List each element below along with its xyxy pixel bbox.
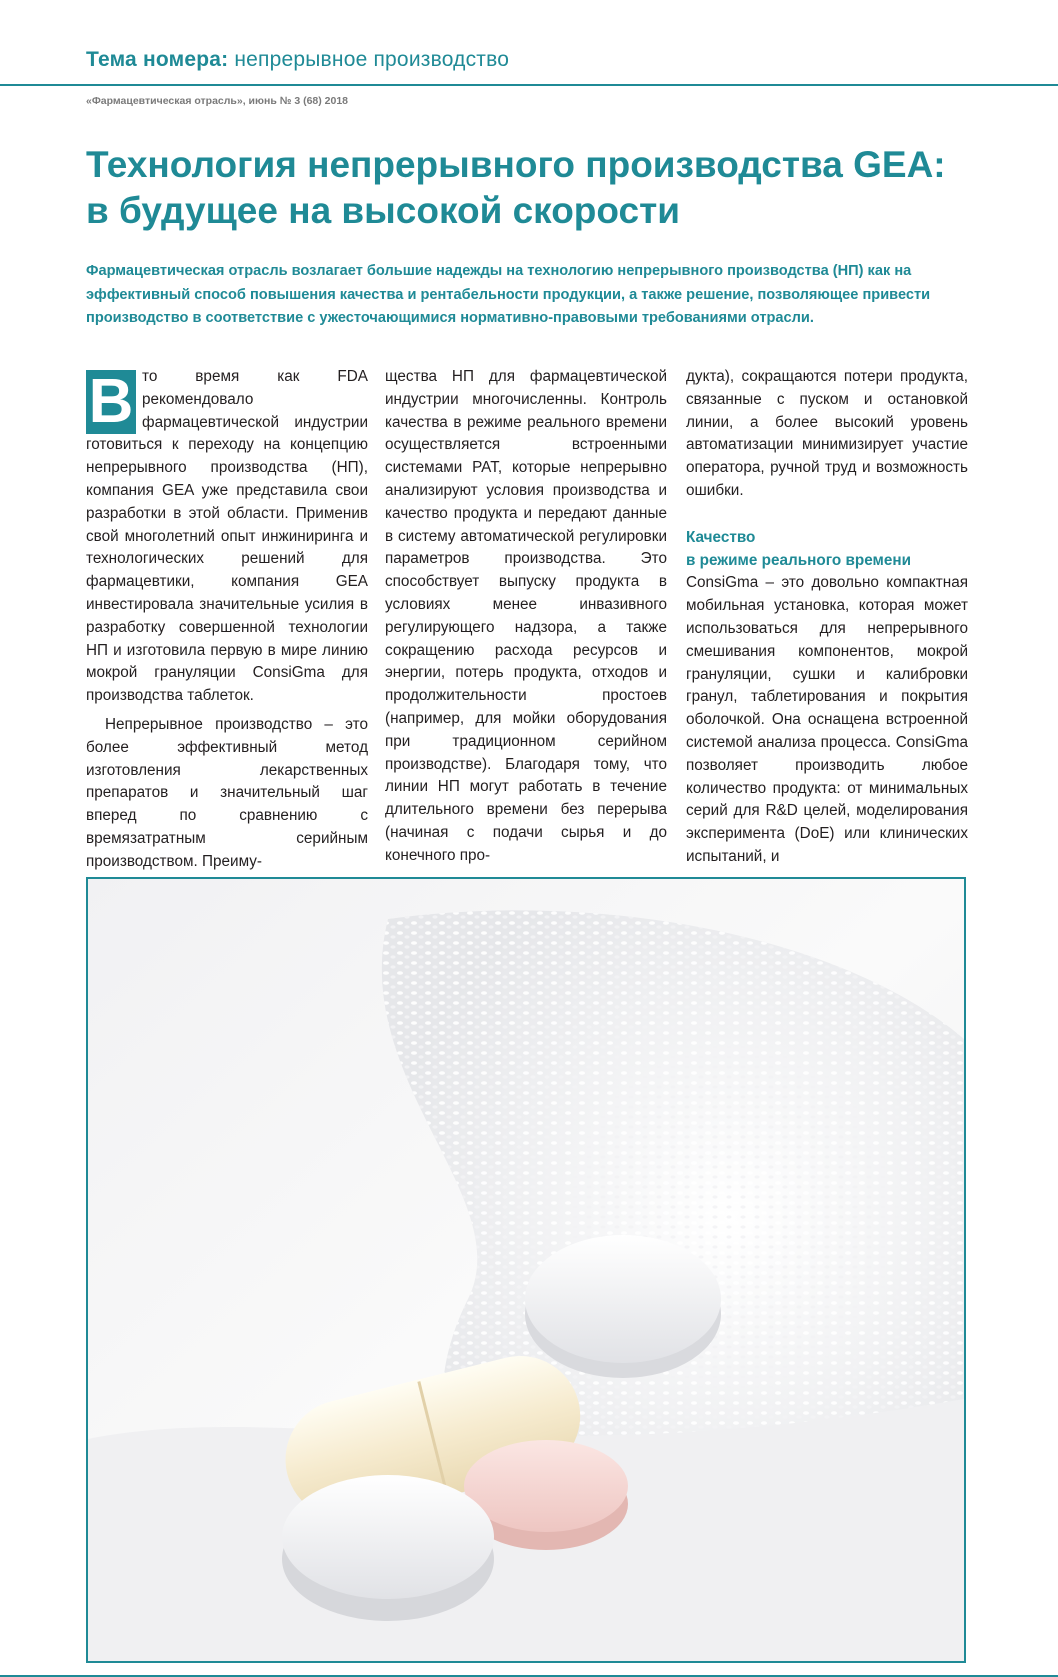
paragraph [86,366,368,708]
pills-photo [86,877,966,1663]
subheading-line-2: в режиме реального времени [686,551,911,569]
section-label: Тема номера: [86,48,229,71]
journal-reference: «Фармацевтическая отрасль», июнь № 3 (68) 2018 [86,95,349,107]
article-title-line-2: в будущее на высокой скорости [86,190,680,231]
text-column-1 [86,366,368,874]
paragraph: дукта), сокращаются потери продукта, связанные с пуском и остановкой линии, а более высокий уровень автоматизации минимизирует участие оператора, ручной труд и возможность ошибки. [686,368,968,499]
article-lead: Фармацевтическая отрасль возлагает большие надежды на технологию непрерывного производства (НП) как на эффективный способ повышения качества и рентабельности продукции, а также решение, позволяющее привести производство в соответствие с ужесточающимися нормативно-правовыми требованиями отрасли. [86,263,931,326]
paragraph-text: то время как FDA рекомендовало фармацевтической индустрии готовиться к переходу на концепцию непрерывного производства (НП), компания GEA уже представила свои разработки в этой области. Применив свой многолетний опыт инжиниринга и технологических решений для фармацевтики, компания GEA инвестировала значительные усилия в разработку совершенной технологии НП и изготовила первую в мире линию мокрой грануляции ConsiGma для производства таблеток. [86,368,368,705]
round-white-tablet-back [525,1235,721,1378]
text-column-2 [385,366,667,868]
article-title [86,142,986,234]
pills-photo-illustration [88,879,964,1661]
section-topic: непрерывное производство [234,48,510,71]
paragraph: Непрерывное производство – это более эффективный метод изготовления лекарственных препаратов и значительный шаг вперед по сравнению с времязатратным серийным производством. Преиму- [86,715,368,870]
subheading [686,527,968,573]
header-rule [0,84,1058,86]
text-column-3 [686,366,968,869]
paragraph: ConsiGma – это довольно компактная мобильная установка, которая может использоваться для непрерывного смешивания компонентов, мокрой грануляции, сушки и калибровки гранул, таблетирования и покрытия оболочкой. Она оснащена встроенной системой анализа процесса. ConsiGma позволяет производить любое количество продукта: от минимальных серий для R&D целей, моделирования эксперимента (DoE) или клинических испытаний, и [686,574,968,865]
article-title-line-1: Технология непрерывного производства GEA: [86,144,946,185]
paragraph: щества НП для фармацевтической индустрии многочисленны. Контроль качества в режиме реального времени осуществляется встроенными системами PAT, которые непрерывно анализируют условия производства и качество продукта и передают данные в систему автоматической регулировки параметров производства. Это способствует выпуску продукта в условиях менее инвазивного регулирующего надзора, а также сокращению расхода ресурсов и энергии, потерь продукта, отходов и продолжительности простоев (например, для мойки оборудования при традиционном серийном производстве). Благодаря тому, что линии НП могут работать в течение длительного времени без перерыва (начиная с подачи сырья и до конечного про- [385,368,667,864]
drop-cap: В [86,370,136,434]
subheading-line-1: Качество [686,528,756,546]
section-heading [86,48,509,72]
